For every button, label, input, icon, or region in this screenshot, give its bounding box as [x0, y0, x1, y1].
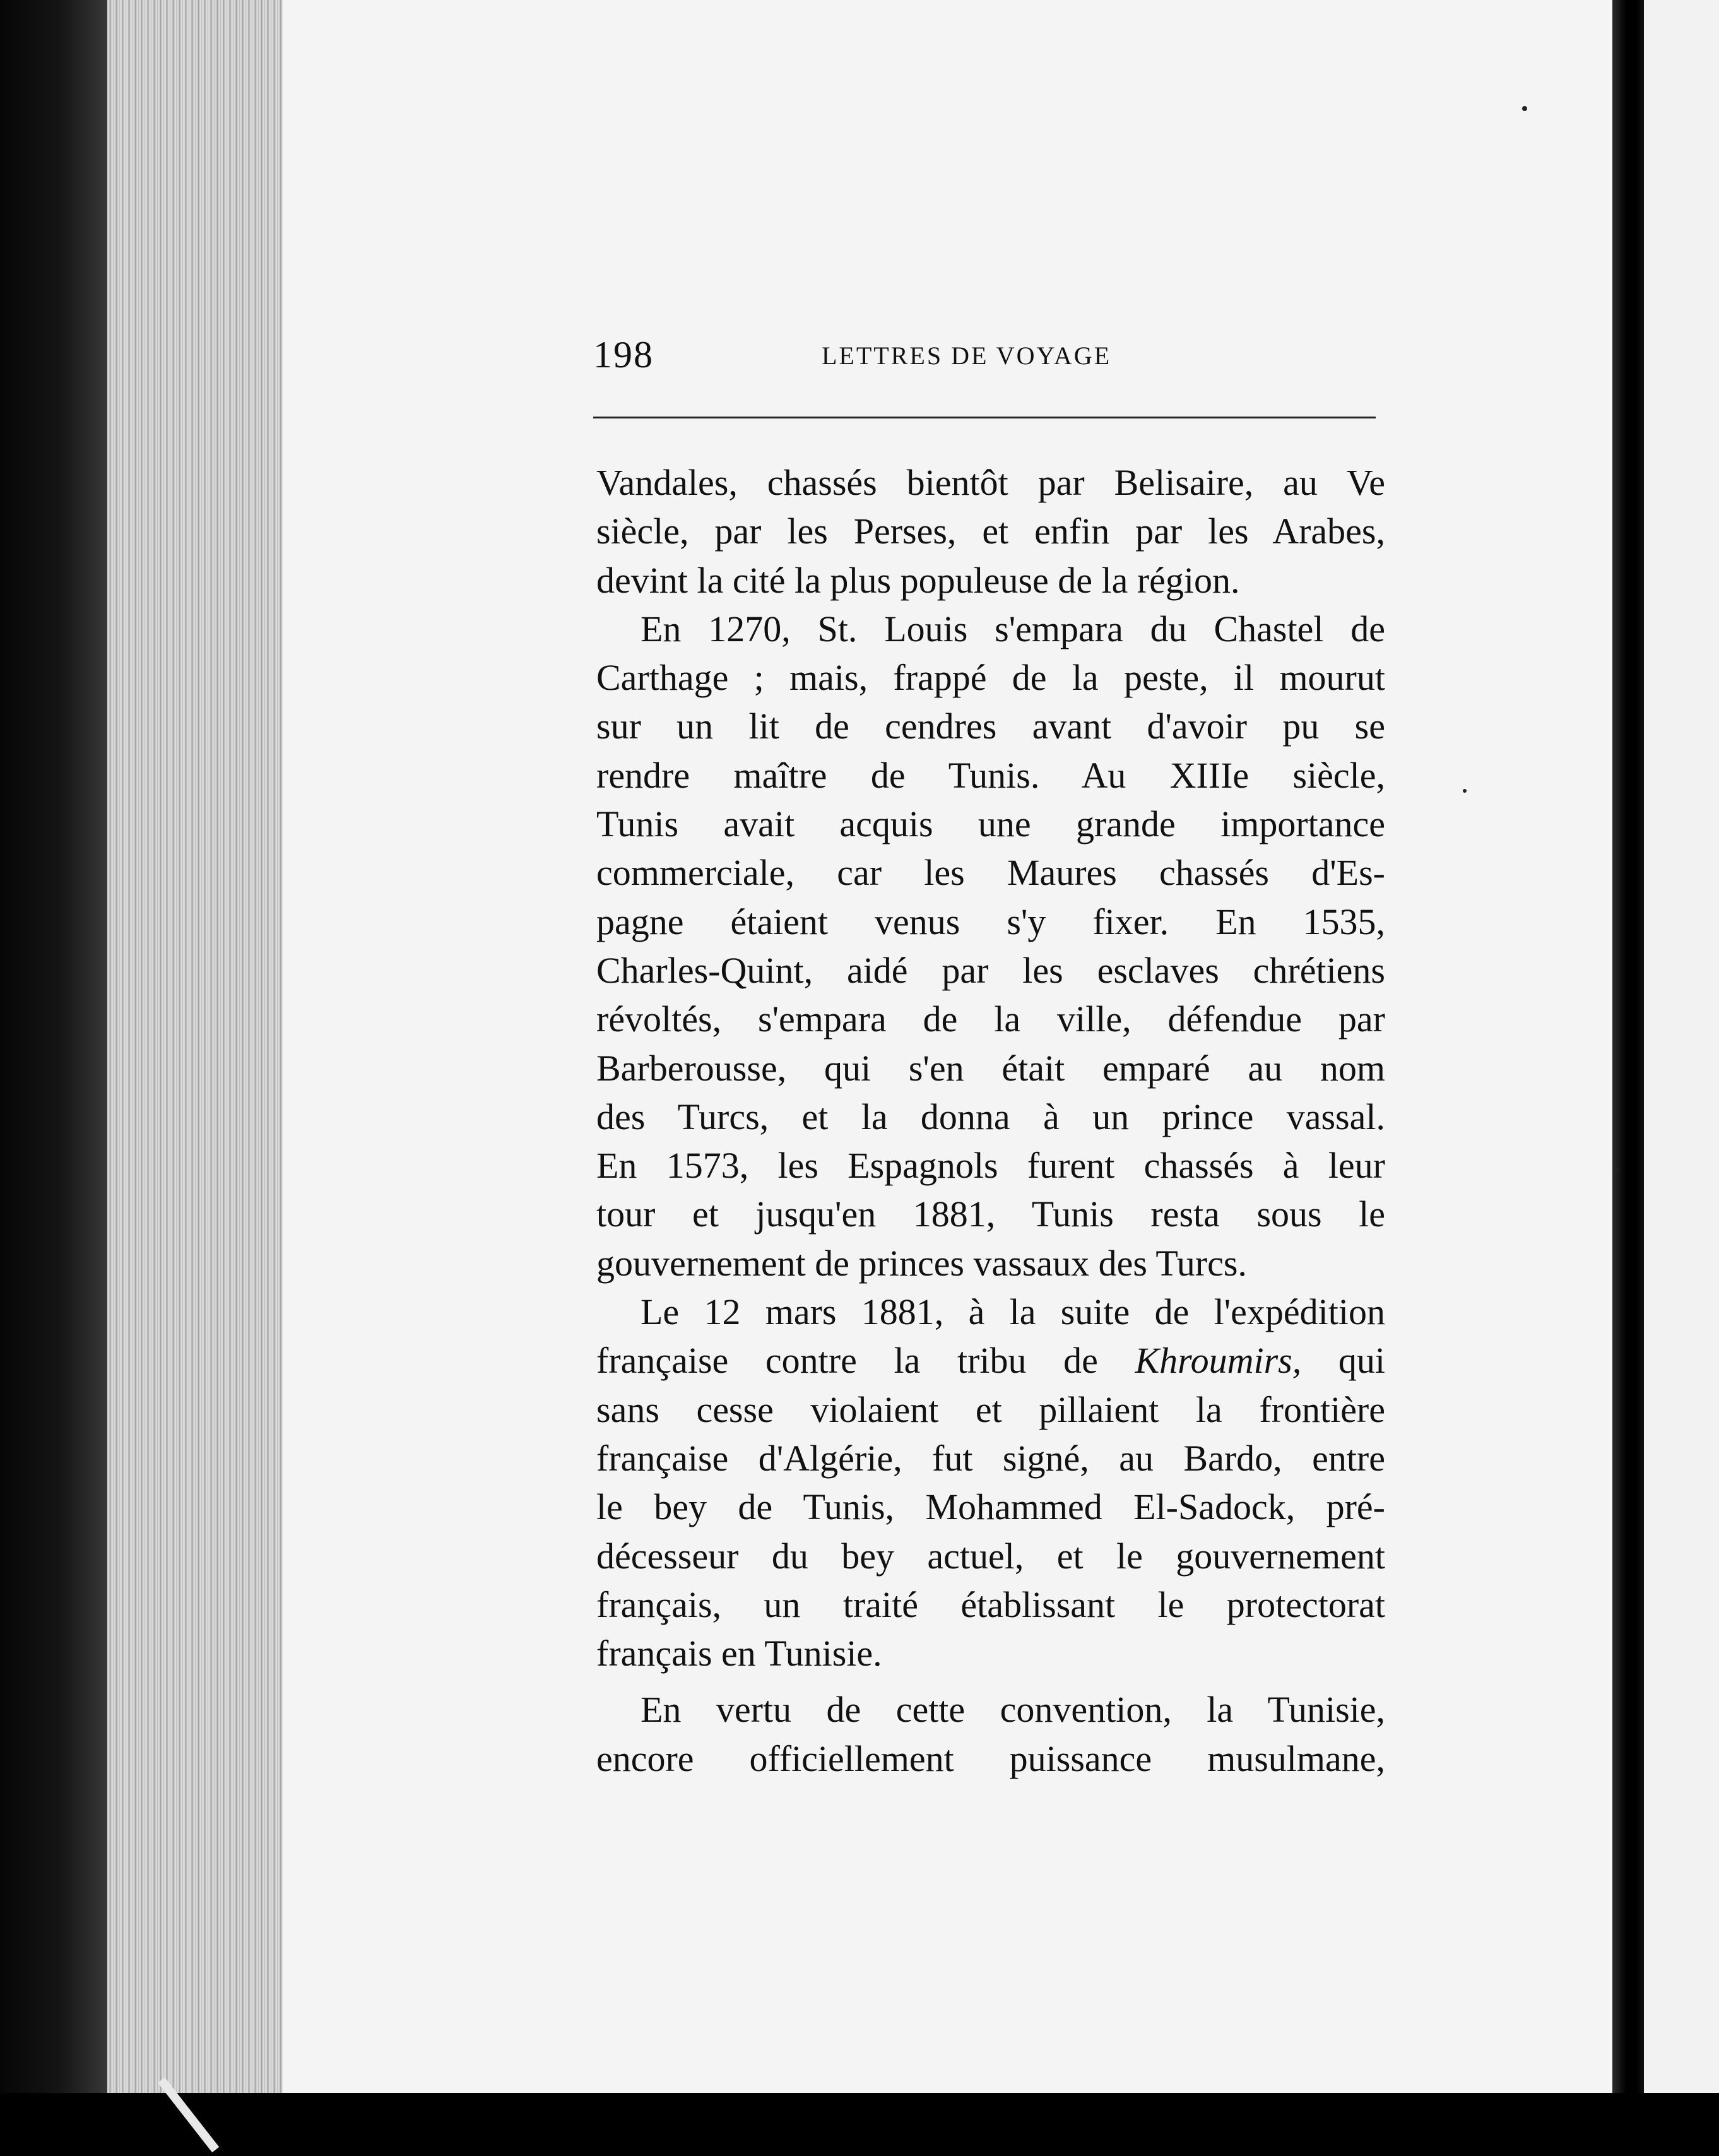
text-line: En 1270, St. Louis s'empara du Chastel de — [641, 608, 1385, 649]
dust-speck — [1522, 106, 1527, 111]
dust-speck — [1463, 789, 1467, 793]
text-line: révoltés, s'empara de la ville, défendue par — [596, 998, 1385, 1040]
running-head — [593, 333, 1376, 377]
text-line: rendre maître de Tunis. Au XIIIe siècle, — [596, 754, 1385, 796]
text-line: pagne étaient venus s'y fixer. En 1535, — [596, 901, 1385, 942]
text-line: Barberousse, qui s'en était emparé au nom — [596, 1047, 1385, 1089]
text-line: encore officiellement puissance musulmane, — [596, 1738, 1385, 1779]
text-segment: française contre la tribu de — [596, 1340, 1098, 1382]
book-gutter — [1612, 0, 1647, 2156]
scan-background-bottom — [0, 2093, 1719, 2156]
text-line: Carthage ; mais, frappé de la peste, il mourut — [596, 657, 1385, 699]
text-line: siècle, par les Perses, et enfin par les Arabes, — [596, 511, 1385, 552]
text-line: gouvernement de princes vassaux des Turcs. — [596, 1242, 1247, 1284]
text-line: En vertu de cette convention, la Tunisie, — [641, 1689, 1385, 1731]
text-line: française d'Algérie, fut signé, au Bardo, entre — [596, 1437, 1385, 1479]
text-segment: qui — [1338, 1340, 1386, 1382]
text-line: Tunis avait acquis une grande importance — [596, 803, 1385, 845]
page-number: 198 — [593, 334, 654, 376]
text-line: des Turcs, et la donna à un prince vassal. — [596, 1096, 1385, 1137]
running-title: LETTRES DE VOYAGE — [822, 341, 1112, 370]
text-line: Le 12 mars 1881, à la suite de l'expédition — [641, 1291, 1385, 1333]
text-line: devint la cité la plus populeuse de la région. — [596, 559, 1240, 601]
text-line: En 1573, les Espagnols furent chassés à leur — [596, 1145, 1385, 1187]
text-line: français, un traité établissant le protectorat — [596, 1584, 1385, 1625]
text-line-mixed — [596, 1336, 1385, 1385]
body-text — [596, 458, 1385, 1783]
next-page-edge — [1644, 0, 1719, 2093]
text-line: décesseur du bey actuel, et le gouvernement — [596, 1535, 1385, 1577]
text-line: Vandales, chassés bientôt par Belisaire, au Ve — [596, 462, 1385, 503]
text-line: commerciale, car les Maures chassés d'Es- — [596, 852, 1385, 894]
text-line: Charles-Quint, aidé par les esclaves chrétiens — [596, 949, 1385, 991]
paragraph-gap — [596, 1678, 1385, 1685]
text-line: le bey de Tunis, Mohammed El-Sadock, pré- — [596, 1486, 1385, 1528]
header-rule — [593, 417, 1376, 418]
text-line: sur un lit de cendres avant d'avoir pu se — [596, 706, 1385, 747]
text-line: tour et jusqu'en 1881, Tunis resta sous le — [596, 1194, 1385, 1235]
italic-term: Khroumirs, — [1135, 1340, 1302, 1382]
text-line: sans cesse violaient et pillaient la frontière — [596, 1389, 1385, 1430]
page-edges — [107, 0, 284, 2095]
scan-background-left — [0, 0, 110, 2156]
dust-speck — [1616, 1168, 1619, 1171]
text-line: français en Tunisie. — [596, 1633, 882, 1674]
